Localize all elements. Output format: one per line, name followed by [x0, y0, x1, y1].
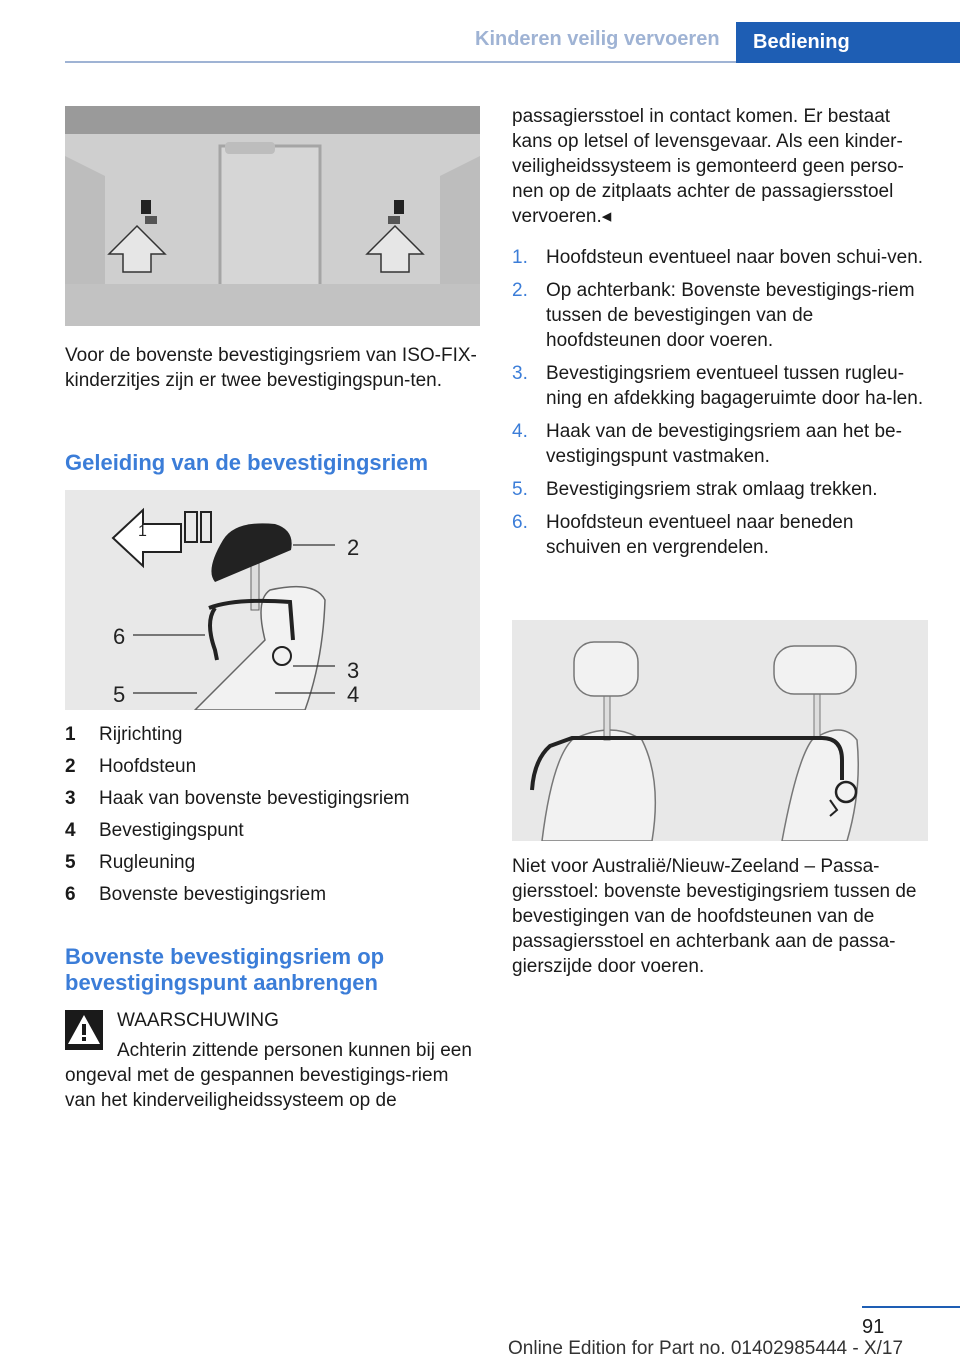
heading-attach-strap: Bovenste bevestigingsriem op bevestigingspunt aanbrengen — [65, 944, 385, 995]
strap-routing-diagram — [65, 490, 480, 710]
page-number: 91 — [862, 1316, 885, 1338]
callout-4: 4 — [347, 682, 360, 707]
step-item: 4. Haak van de bevestigingsriem aan het be-vestigingspunt vastmaken. — [512, 421, 902, 467]
callout-1: 1 — [138, 523, 147, 540]
legend-list — [65, 723, 485, 915]
header-section-title: Kinderen veilig vervoeren — [475, 28, 720, 50]
callout-3: 3 — [347, 658, 360, 683]
callout-5: 5 — [113, 682, 126, 707]
step-item: 2. Op achterbank: Bovenste bevestigings-riem tussen de bevestigingen van de hoofdsteunen door voeren. — [512, 280, 915, 351]
callout-2: 2 — [347, 535, 360, 560]
step-item: 6. Hoofdsteun eventueel naar beneden schuiven en vergrendelen. — [512, 512, 854, 558]
legend-item: 3 Haak van bovenste bevestigingsriem — [65, 788, 410, 809]
step-item: 5. Bevestigingsriem strak omlaag trekken. — [512, 479, 878, 500]
warning-continuation: passagiersstoel in contact komen. Er bestaat kans op letsel of levensgevaar. Als een kinder-veiligheidssysteem is gemonteerd geen perso-nen op de zitplaats achter de passagiersstoel vervoeren.◂ — [512, 106, 904, 227]
caption-passenger-seat: Niet voor Australië/Nieuw-Zeeland – Passa-giersstoel: bovenste bevestigingsriem tussen de bevestigingen van de hoofdsteunen van de passagiersstoel en achterbank aan de passa-gierszijde door voeren. — [512, 856, 917, 977]
step-list — [512, 245, 932, 568]
legend-item: 5 Rugleuning — [65, 852, 196, 873]
step-item: 1. Hoofdsteun eventueel naar boven schui-ven. — [512, 247, 924, 268]
legend-item: 6 Bovenste bevestigingsriem — [65, 884, 327, 905]
legend-item: 2 Hoofdsteun — [65, 756, 197, 777]
cargo-area-photo — [65, 106, 480, 326]
caption-isofix: Voor de bovenste bevestigingsriem van ISO-FIX-kinderzitjes zijn er twee bevestigingspun-ten. — [65, 345, 477, 391]
step-item: 3. Bevestigingsriem eventueel tussen rugleu-ning en afdekking bagageruimte door ha-len. — [512, 363, 924, 409]
heading-strap-routing: Geleiding van de bevestigingsriem — [65, 450, 429, 475]
warning-text: Achterin zittende personen kunnen bij een ongeval met de gespannen bevestigings-riem van het kinderveiligheidssysteem op de — [65, 1040, 472, 1111]
headrest-strap-photo — [512, 620, 928, 841]
footer-edition: Online Edition for Part no. 01402985444 - X/17 — [508, 1338, 904, 1359]
legend-item: 4 Bevestigingspunt — [65, 820, 244, 841]
warning-title: WAARSCHUWING — [117, 1010, 279, 1031]
header-chapter-tab: Bediening — [736, 22, 960, 63]
legend-item: 1 Rijrichting — [65, 724, 183, 745]
callout-6: 6 — [113, 624, 126, 649]
footer-rule — [862, 1306, 960, 1308]
